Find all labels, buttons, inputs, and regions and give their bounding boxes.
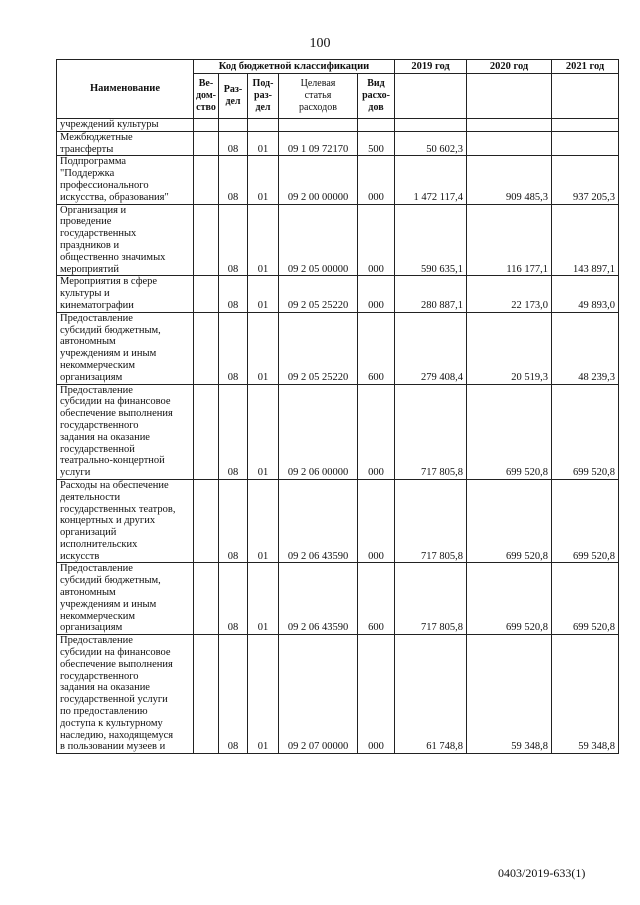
row-value-2019: 717 805,8 <box>395 563 467 635</box>
row-vid-rashodov: 500 <box>358 131 395 156</box>
table-row <box>57 131 619 156</box>
row-value-2020: 699 520,8 <box>467 479 552 563</box>
page-number: 100 <box>309 36 331 51</box>
header-empty-2019 <box>395 74 467 119</box>
table-row <box>57 312 619 384</box>
row-vedomstvo <box>194 131 219 156</box>
table-row <box>57 204 619 276</box>
row-razdel: 08 <box>219 312 248 384</box>
row-name: Организация и проведение государственных праздников и общественно значимых мероприятий <box>57 204 194 276</box>
row-value-2020: 59 348,8 <box>467 635 552 754</box>
row-name: Предоставление субсидий бюджетным, автономным учреждениям и иным некоммерческим организациям <box>57 563 194 635</box>
header-2021: 2021 год <box>552 60 619 74</box>
table-row <box>57 384 619 479</box>
row-vid-rashodov: 600 <box>358 563 395 635</box>
header-podrazdel: Под- раз- дел <box>248 74 279 119</box>
budget-table <box>56 59 619 754</box>
row-podrazdel: 01 <box>248 156 279 204</box>
row-value-2021: 49 893,0 <box>552 276 619 312</box>
row-value-2019: 590 635,1 <box>395 204 467 276</box>
header-empty-2021 <box>552 74 619 119</box>
row-vedomstvo <box>194 312 219 384</box>
row-name: Межбюджетные трансферты <box>57 131 194 156</box>
row-value-2020: 699 520,8 <box>467 563 552 635</box>
row-value-2020: 699 520,8 <box>467 384 552 479</box>
row-value-2020: 20 519,3 <box>467 312 552 384</box>
row-vid-rashodov: 000 <box>358 479 395 563</box>
header-empty-2020 <box>467 74 552 119</box>
row-celevaya-statya: 09 2 00 00000 <box>279 156 358 204</box>
row-name: Мероприятия в сфере культуры и кинематографии <box>57 276 194 312</box>
row-value-2020: 116 177,1 <box>467 204 552 276</box>
header-razdel: Раз- дел <box>219 74 248 119</box>
header-2020: 2020 год <box>467 60 552 74</box>
row-value-2021: 143 897,1 <box>552 204 619 276</box>
row-value-2021 <box>552 131 619 156</box>
header-vedomstvo: Ве- дом- ство <box>194 74 219 119</box>
row-name: Предоставление субсидии на финансовое обеспечение выполнения государственного задания на оказание государственной услуги по предоставлению доступа к культурному наследию, находящемуся в пользовании музеев и <box>57 635 194 754</box>
row-value-2020: 22 173,0 <box>467 276 552 312</box>
row-vid-rashodov <box>358 119 395 132</box>
row-value-2019 <box>395 119 467 132</box>
row-vedomstvo <box>194 635 219 754</box>
row-value-2021: 48 239,3 <box>552 312 619 384</box>
row-celevaya-statya: 09 2 06 43590 <box>279 479 358 563</box>
row-value-2020 <box>467 119 552 132</box>
header-2019: 2019 год <box>395 60 467 74</box>
row-value-2019: 717 805,8 <box>395 384 467 479</box>
row-value-2019: 280 887,1 <box>395 276 467 312</box>
row-value-2021: 699 520,8 <box>552 479 619 563</box>
row-podrazdel: 01 <box>248 563 279 635</box>
row-value-2021: 699 520,8 <box>552 563 619 635</box>
row-razdel <box>219 119 248 132</box>
row-name: Предоставление субсидий бюджетным, автономным учреждениям и иным некоммерческим организациям <box>57 312 194 384</box>
row-razdel: 08 <box>219 204 248 276</box>
row-celevaya-statya: 09 1 09 72170 <box>279 131 358 156</box>
row-podrazdel: 01 <box>248 384 279 479</box>
row-podrazdel <box>248 119 279 132</box>
row-celevaya-statya: 09 2 05 00000 <box>279 204 358 276</box>
table-row <box>57 563 619 635</box>
row-vid-rashodov: 000 <box>358 635 395 754</box>
row-razdel: 08 <box>219 384 248 479</box>
row-razdel: 08 <box>219 563 248 635</box>
row-vedomstvo <box>194 204 219 276</box>
row-podrazdel: 01 <box>248 312 279 384</box>
table-row <box>57 276 619 312</box>
row-podrazdel: 01 <box>248 276 279 312</box>
row-value-2021 <box>552 119 619 132</box>
header-row-1 <box>57 60 619 74</box>
row-value-2021: 59 348,8 <box>552 635 619 754</box>
row-vid-rashodov: 000 <box>358 204 395 276</box>
row-value-2021: 937 205,3 <box>552 156 619 204</box>
row-celevaya-statya: 09 2 06 00000 <box>279 384 358 479</box>
row-podrazdel: 01 <box>248 131 279 156</box>
table-row <box>57 479 619 563</box>
row-vedomstvo <box>194 384 219 479</box>
row-vedomstvo <box>194 563 219 635</box>
header-code-group: Код бюджетной классификации <box>194 60 395 74</box>
row-value-2019: 717 805,8 <box>395 479 467 563</box>
row-razdel: 08 <box>219 635 248 754</box>
row-razdel: 08 <box>219 479 248 563</box>
table-row <box>57 119 619 132</box>
row-razdel: 08 <box>219 131 248 156</box>
row-value-2021: 699 520,8 <box>552 384 619 479</box>
row-name: Расходы на обеспечение деятельности государственных театров, концертных и других организаций исполнительских искусств <box>57 479 194 563</box>
table-row <box>57 156 619 204</box>
row-name: Подпрограмма "Поддержка профессионального искусства, образования" <box>57 156 194 204</box>
row-vid-rashodov: 600 <box>358 312 395 384</box>
row-celevaya-statya <box>279 119 358 132</box>
row-vid-rashodov: 000 <box>358 276 395 312</box>
row-vedomstvo <box>194 276 219 312</box>
row-celevaya-statya: 09 2 07 00000 <box>279 635 358 754</box>
header-name: Наименование <box>57 60 194 119</box>
row-name: Предоставление субсидии на финансовое обеспечение выполнения государственного задания на оказание государственной театрально-концертной услуги <box>57 384 194 479</box>
table-row <box>57 635 619 754</box>
row-vedomstvo <box>194 156 219 204</box>
row-razdel: 08 <box>219 276 248 312</box>
row-vedomstvo <box>194 119 219 132</box>
row-value-2019: 61 748,8 <box>395 635 467 754</box>
document-code: 0403/2019-633(1) <box>498 866 586 880</box>
row-vid-rashodov: 000 <box>358 156 395 204</box>
row-name: учреждений культуры <box>57 119 194 132</box>
row-podrazdel: 01 <box>248 479 279 563</box>
row-podrazdel: 01 <box>248 635 279 754</box>
row-podrazdel: 01 <box>248 204 279 276</box>
header-vid: Вид расхо- дов <box>358 74 395 119</box>
row-razdel: 08 <box>219 156 248 204</box>
row-value-2019: 50 602,3 <box>395 131 467 156</box>
row-value-2020: 909 485,3 <box>467 156 552 204</box>
row-celevaya-statya: 09 2 05 25220 <box>279 312 358 384</box>
header-celevaya: Целевая статья расходов <box>279 74 358 119</box>
row-celevaya-statya: 09 2 05 25220 <box>279 276 358 312</box>
row-value-2019: 1 472 117,4 <box>395 156 467 204</box>
row-celevaya-statya: 09 2 06 43590 <box>279 563 358 635</box>
row-vedomstvo <box>194 479 219 563</box>
row-value-2020 <box>467 131 552 156</box>
row-value-2019: 279 408,4 <box>395 312 467 384</box>
row-vid-rashodov: 000 <box>358 384 395 479</box>
